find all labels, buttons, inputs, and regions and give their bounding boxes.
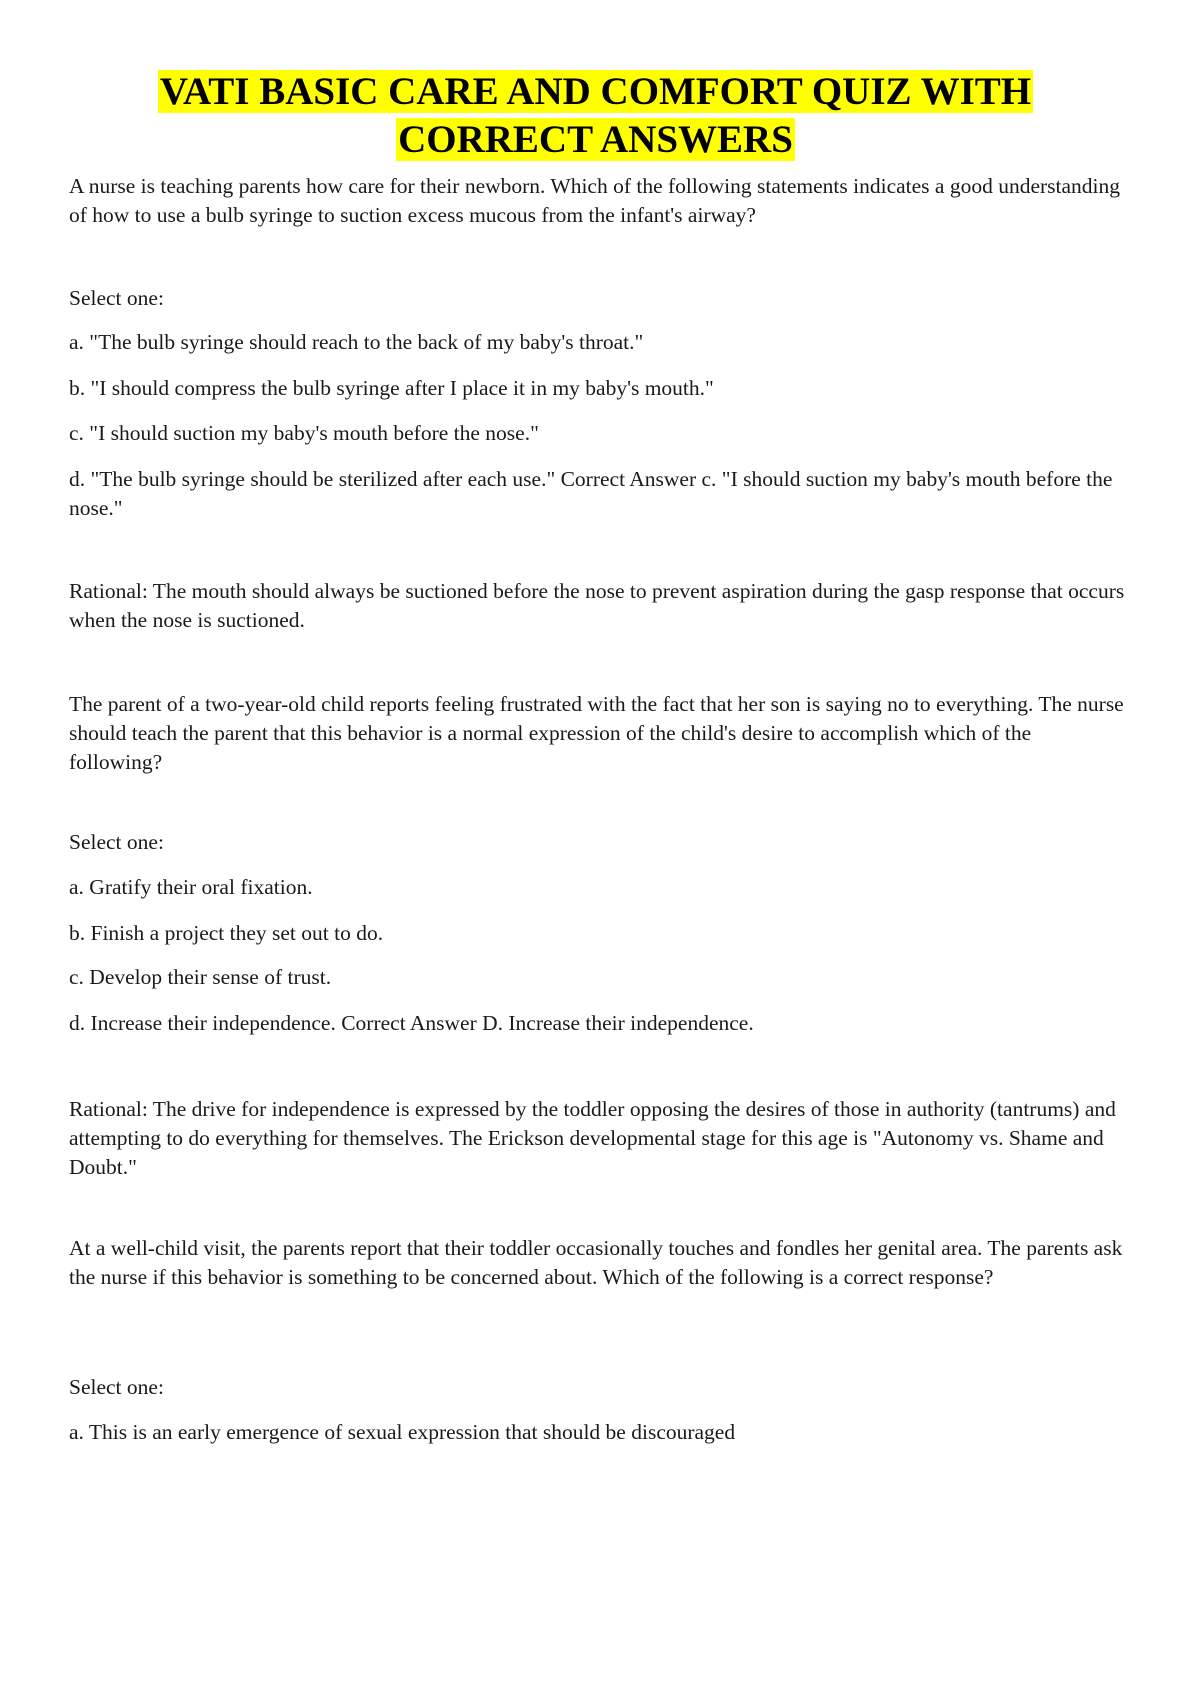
question-1-option-c: c. "I should suction my baby's mouth before the nose." — [69, 421, 539, 445]
question-1-prompt: A nurse is teaching parents how care for their newborn. Which of the following statements indicates a good understanding of how to use a bulb syringe to suction excess mucous from the infant's airway? — [69, 174, 1121, 227]
question-2-option-d: d. Increase their independence. Correct Answer D. Increase their independence. — [69, 1011, 754, 1035]
question-2-option-a: a. Gratify their oral fixation. — [69, 875, 313, 899]
document-title — [0, 68, 1191, 164]
question-2-select-label: Select one: — [69, 830, 164, 854]
question-1-option-a: a. "The bulb syringe should reach to the back of my baby's throat." — [69, 330, 644, 354]
question-2-option-c: c. Develop their sense of trust. — [69, 965, 332, 989]
question-2-option-b: b. Finish a project they set out to do. — [69, 921, 384, 945]
question-1-option-b: b. "I should compress the bulb syringe after I place it in my baby's mouth." — [69, 376, 714, 400]
question-3-option-a: a. This is an early emergence of sexual expression that should be discouraged — [69, 1420, 736, 1444]
document-title-line-2: CORRECT ANSWERS — [398, 118, 793, 161]
document-title-line-1: VATI BASIC CARE AND COMFORT QUIZ WITH — [159, 70, 1032, 113]
question-1-option-d: d. "The bulb syringe should be sterilized after each use." Correct Answer c. "I should suction my baby's mouth before the nose." — [69, 467, 1113, 520]
question-3-prompt: At a well-child visit, the parents report that their toddler occasionally touches and fondles her genital area. The parents ask the nurse if this behavior is something to be concerned about. Which of the following is a correct response? — [69, 1236, 1123, 1289]
question-1-select-label: Select one: — [69, 286, 164, 310]
question-3-select-label: Select one: — [69, 1375, 164, 1399]
question-2-rationale: Rational: The drive for independence is expressed by the toddler opposing the desires of those in authority (tantrums) and attempting to do everything for themselves. The Erickson developmental stage for this age is "Autonomy vs. Shame and Doubt." — [69, 1097, 1116, 1179]
question-2-prompt: The parent of a two-year-old child reports feeling frustrated with the fact that her son is saying no to everything. The nurse should teach the parent that this behavior is a normal expression of the child's desire to accomplish which of the following? — [69, 692, 1124, 774]
question-1-rationale: Rational: The mouth should always be suctioned before the nose to prevent aspiration during the gasp response that occurs when the nose is suctioned. — [69, 579, 1125, 632]
